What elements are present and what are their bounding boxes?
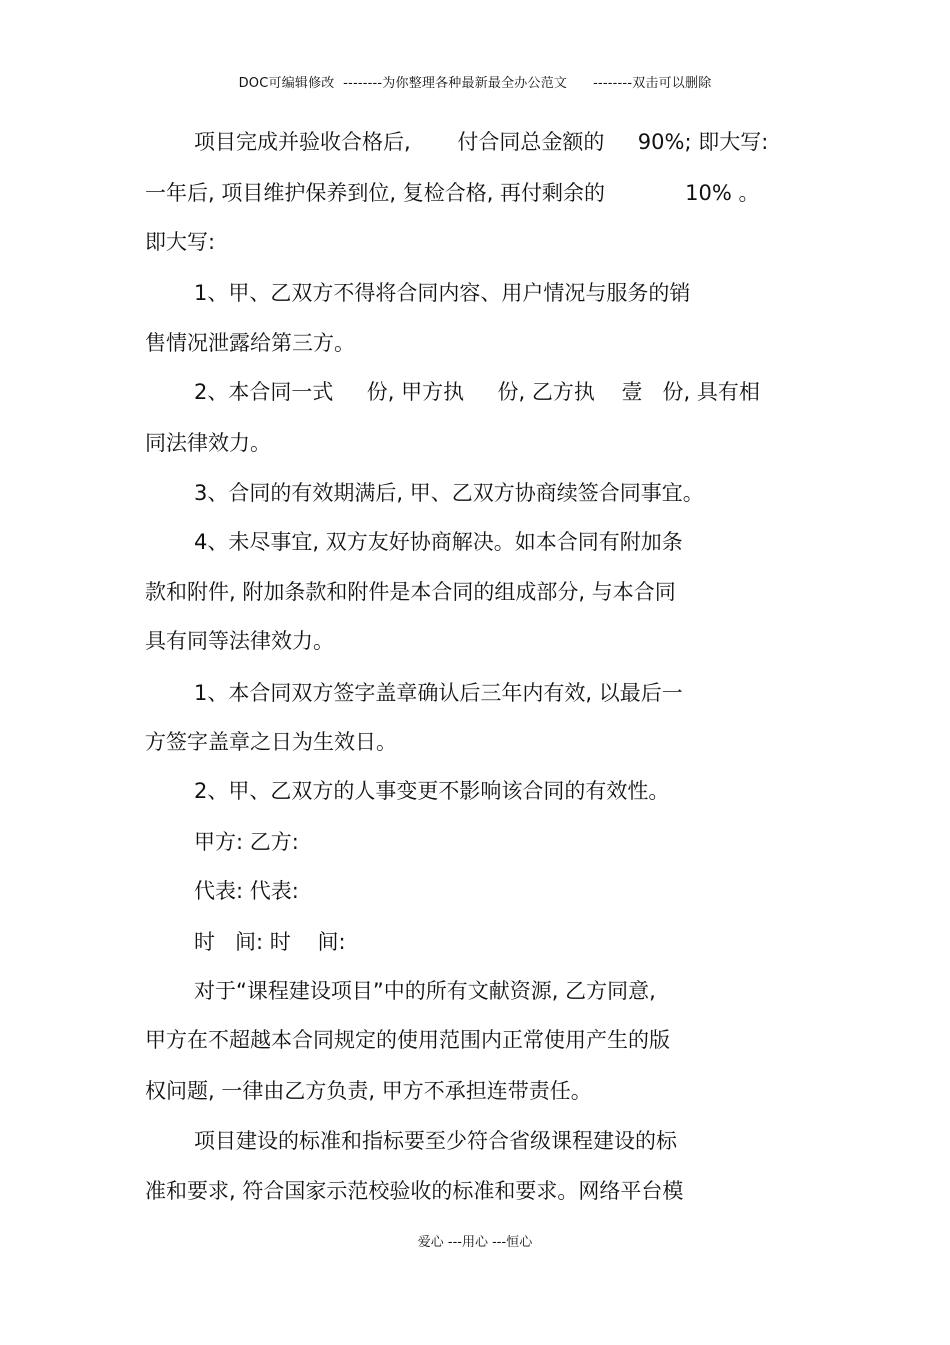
body-line: 项目建设的标准和指标要至少符合省级课程建设的标 xyxy=(194,1129,677,1153)
body-line: 对于“课程建设项目”中的所有文献资源, 乙方同意, xyxy=(194,979,656,1003)
signature-representative-line: 代表: 代表: xyxy=(194,879,299,903)
body-line: 方签字盖章之日为生效日。 xyxy=(145,730,397,754)
signature-party-line: 甲方: 乙方: xyxy=(194,830,299,854)
signature-time-line: 时 间: 时 间: xyxy=(194,930,346,954)
body-line: 3、合同的有效期满后, 甲、乙双方协商续签合同事宜。 xyxy=(194,481,704,505)
body-line: 4、未尽事宜, 双方友好协商解决。如本合同有附加条 xyxy=(194,530,683,554)
body-line: 售情况泄露给第三方。 xyxy=(145,331,355,355)
body-line: 2、本合同一式 份, 甲方执 份, 乙方执 壹 份, 具有相 xyxy=(194,380,760,404)
body-line: 即大写: xyxy=(145,230,216,254)
body-line: 甲方在不超越本合同规定的使用范围内正常使用产生的版 xyxy=(145,1028,670,1052)
body-line: 1、甲、乙双方不得将合同内容、用户情况与服务的销 xyxy=(194,281,691,305)
page-footer: 爱心 ---用心 ---恒心 xyxy=(417,1235,533,1250)
body-line: 具有同等法律效力。 xyxy=(145,629,334,653)
page-header: DOC可编辑修改 --------为你整理各种最新最全办公范文 --------双击可以删除 xyxy=(238,76,712,91)
body-line: 权问题, 一律由乙方负责, 甲方不承担连带责任。 xyxy=(145,1079,592,1103)
body-line: 准和要求, 符合国家示范校验收的标准和要求。网络平台模 xyxy=(145,1179,684,1203)
body-line: 1、本合同双方签字盖章确认后三年内有效, 以最后一 xyxy=(194,681,683,705)
body-line: 一年后, 项目维护保养到位, 复检合格, 再付剩余的 10% 。 xyxy=(145,181,760,205)
body-line: 2、甲、乙双方的人事变更不影响该合同的有效性。 xyxy=(194,779,670,803)
body-line: 同法律效力。 xyxy=(145,431,271,455)
body-line: 款和附件, 附加条款和附件是本合同的组成部分, 与本合同 xyxy=(145,580,676,604)
body-line: 项目完成并验收合格后, 付合同总金额的 90%; 即大写: xyxy=(194,130,769,154)
